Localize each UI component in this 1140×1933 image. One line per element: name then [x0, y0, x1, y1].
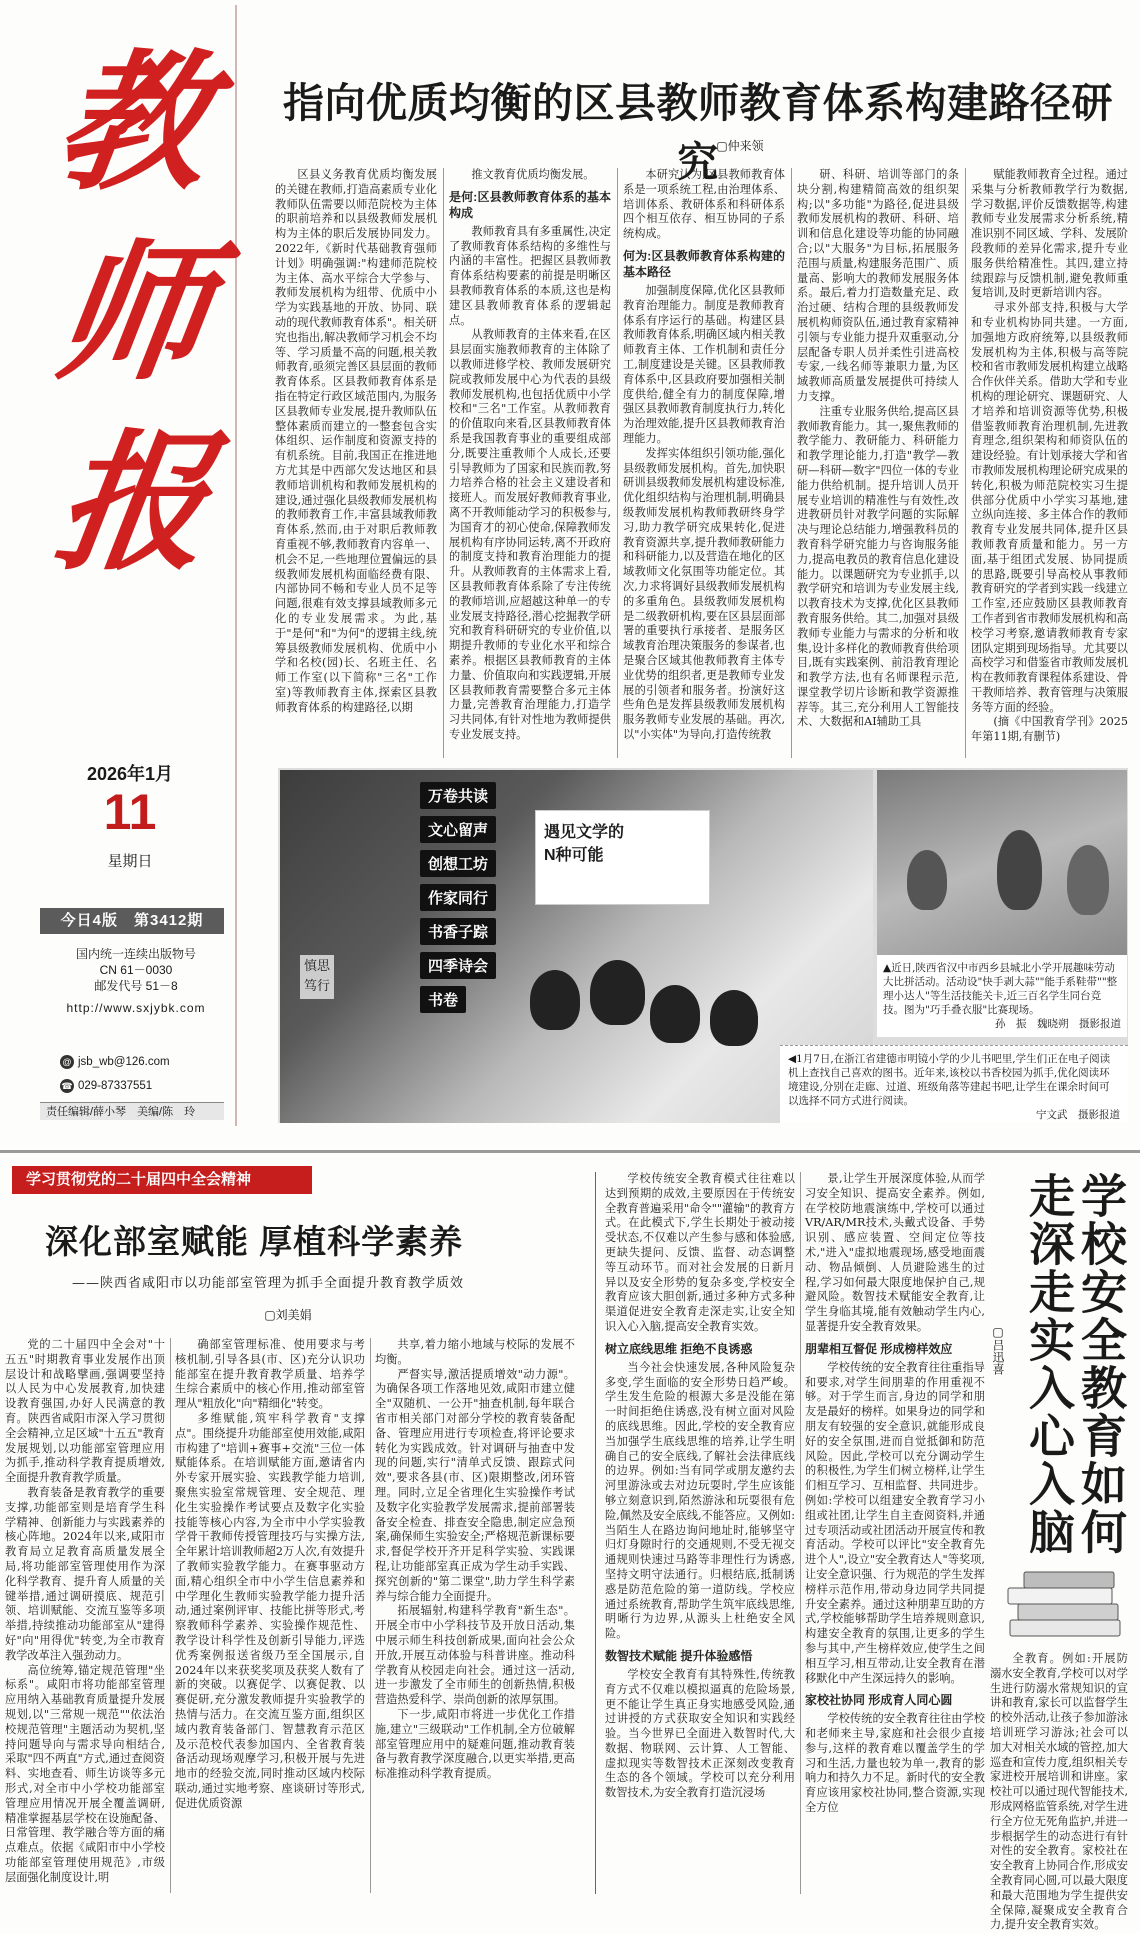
pubinfo-line: 邮发代号 51－8 [94, 979, 178, 993]
article-subhead: 朋辈相互督促 形成榜样效应 [805, 1341, 953, 1356]
article-paragraph: 注重专业服务供给,提高区县教师教育能力。其一,聚焦教师的教学能力、教研能力、科研能力和教学理论能力,打造"教学—教研—科研—数字"四位一体的专业能力供给机制。提升培训人员开展专业培训的精准性与有效性,改进教研员针对教学问题的实际解决与理论总结能力,增强教科员的教育科学研究能力与咨询服务能力,提高电教员的教育信息化建设能力。以课题研究为专业抓手,以教学研究和培训为专业发展主线,以教育技术为支撑,优化区县教师教育服务供给。其二,加强对县级教师专业能力与需求的分析和收集,设计多样化的教师教育供给项目,既有实践案例、前沿教育理论和教学方法,也有名师课程示范,课堂教学切片诊断和教学资源推荐等。其三,充分利用人工智能技术、大数据和AI辅助工具 [797, 404, 959, 729]
article-subhead: 是何:区县教师教育体系的基本构成 [449, 189, 611, 220]
section2-col-2 [175, 1338, 365, 1893]
contact-email[interactable]: jsb_wb@126.com [78, 1056, 170, 1068]
masthead-logo [45, 28, 221, 678]
article-paragraph: 学校传统安全教育模式往往难以达到预期的成效,主要原因在于传统安全教育普遍采用"命令""灌输"的教育方式。在此模式下,学生长期处于被动接受状态,不仅难以产生参与感和体验感,更缺失提问、反馈、监督、动态调整等互动环节。而对社会发展的日新月异以及安全形势的复杂多变,学校安全教育应该大胆创新,通过多种方式多种渠道促进安全教育走深走实,让安全知识入心入脑,提高安全教育实效。 [605, 1172, 795, 1333]
article-paragraph: (摘《中国教育学刊》2025年第11期,有删节) [971, 715, 1128, 744]
wall-sign: 慎思 笃行 [300, 955, 334, 999]
poster-item: 四季诗会 [420, 952, 496, 979]
article-paragraph: 多维赋能,筑牢科学教育"支撑点"。围绕提升功能部室使用效能,咸阳市构建了"培训+赛事+交流"三位一体赋能体系。在培训赋能方面,邀请省内外专家开展实验、实践教学能力培训,聚焦实验室常规管理、安全规范、理化生实验操作考试要点及数字化实验技能等核心内容,为全市中小学实验教学骨干教师传授管理技巧与实操方法,全年累计培训教师超2万人次,有效提升了教师实验教学能力。在赛事驱动方面,精心组织全市中小学生信息素养和中学理化生教师实验教学能力提升活动,通过案例评审、技能比拼等形式,考察教师科学素养、实验操作规范性、教学设计科学性及创新引导能力,评选优秀案例报送省级乃至全国展示,自2024年以来获奖奖项及获奖人数有了新的突破。以赛促学、以赛促教、以赛促研,充分激发教师提升实验教学的热情与活力。在交流互鉴方面,组织区域内教育装备部门、智慧教育示范区及示范校代表参加国内、全省教育装备活动现场观摩学习,积极开展与先进地市的经验交流,同时推动区域内校际联动,通过实地考察、座谈研讨等形式,促进优质资源 [175, 1411, 365, 1810]
article-paragraph: 学校安全教育有其特殊性,传统教育方式不仅难以模拟逼真的危险场景,更不能让学生真正身实地感受风险,通过讲授的方式获取安全知识和实践经验。当今世界已全面进入数智时代,大数据、物联网、云计算、人工智能、虚拟现实等数智技术正深刻改变教育生态的各个领域。学校可以充分利用数智技术,为安全教育打造沉浸场 [605, 1667, 795, 1800]
student-silhouette [530, 970, 580, 1030]
lead-article-title: 指向优质均衡的区县教师教育体系构建路径研究 [283, 80, 1113, 185]
article-paragraph: 下一步,咸阳市将进一步优化工作措施,建立"三级联动"工作机制,全方位破解部室管理应用中的疑难问题,推动教育装备与教育教学深度融合,以更实举措,更高标准推动科学教育提质。 [375, 1707, 575, 1781]
lead-col-5 [971, 168, 1128, 758]
photo-caption-2 [780, 1045, 1128, 1123]
article-paragraph: 教师教育具有多重属性,决定了教师教育体系结构的多维性与内涵的丰富性。把握区县教师教育体系结构要素的前提是明晰区县教师教育体系的本质,这也是构建区县教师教育体系的逻辑起点。 [449, 224, 611, 327]
masthead-char: 教 [45, 35, 221, 211]
lead-col-4 [797, 168, 959, 758]
date-day: 11 [103, 784, 157, 840]
section3-author: ▢吕迅喜 [991, 1325, 1005, 1375]
lead-col-2 [449, 168, 611, 758]
article-paragraph: 党的二十届四中全会对"十五五"时期教育事业发展作出顶层设计和战略擘画,强调要坚持以人民为中心发展教育,加快建设教育强国,办好人民满意的教育。陕西省咸阳市深入学习贯彻全会精神,立足区域"十五五"教育发展规划,以功能部室管理应用为抓手,推动科学教育提质增效,全面提升教育教学质量。 [5, 1338, 165, 1485]
photo-credit: 孙 振 魏晓朔 摄影报道 [995, 1018, 1121, 1030]
column-rule [170, 1338, 171, 1893]
student-silhouette [907, 850, 947, 910]
section-separator [0, 1150, 1140, 1153]
article-paragraph: 研、科研、培训等部门的条块分割,构建精简高效的组织架构;以"多功能"为路径,促进县级教师发展机构的教研、科研、培训和信息化建设等功能的协同融合;以"大服务"为目标,拓展服务范围与质量,构建服务范围广、质量高、影响大的教师发展服务体系。最后,着力打造数量充足、政治过硬、结构合理的县级教师发展机构师资队伍,通过教育家精神引领与专业能力提升双重驱动,分层配备专职人员并柔性引进高校专家,一线名师等兼职力量,为区域教师高质量发展提供可持续人力支撑。 [797, 168, 959, 403]
lead-article-author: ▢仲来领 [716, 139, 764, 153]
books-illustration [1000, 1560, 1130, 1650]
article-paragraph: 全教育。例如:开展防溺水安全教育,学校可以对学生进行防溺水常规知识的宣讲和教育,家长可以监督学生的校外活动,让孩子参加游泳培训班学习游泳;社会可以加大对相关水域的管控,加大巡查和宣传力度,组织相关专家进校开展培训和讲座。家校社可以通过现代智能技术,形成网格监管系统,对学生进行全方位无死角监护,并进一步根据学生的动态进行有针对性的安全教育。家校社在安全教育上协同合作,形成安全教育同心圆,可以最大限度和最大范围地为学生提供安全保障,凝聚成安全教育合力,提升安全教育实效。 [990, 1652, 1128, 1932]
article-paragraph: 本研究认为,区县教师教育体系是一项系统工程,由治理体系、培训体系、教研体系和科研体系四个相互依存、相互协同的子系统构成。 [623, 168, 785, 241]
article-paragraph: 确部室管理标准、使用要求与考核机制,引导各县(市、区)充分认识功能部室在提升教育教学质量、培养学生综合素质中的核心作用,推动部室管理从"粗放化"向"精细化"转变。 [175, 1338, 365, 1411]
article-paragraph: 学校传统的安全教育往往重指导和要求,对学生间朋辈的作用重视不够。对于学生而言,身边的同学和朋友是最好的榜样。如果身边的同学和朋友有较强的安全意识,就能形成良好的安全氛围,进而自觉抵御和防范风险。因此,学校可以充分调动学生的积极性,为学生们树立榜样,让学生们相互学习、互相监督、共同进步。例如:学校可以组建安全教育学习小组或社团,让学生自主查阅资料,并通过专项活动或社团活动开展宣传和教育活动。学校可以评比"安全教育先进个人",设立"安全教育达人"等奖项,让安全意识强、行为规范的学生发挥榜样示范作用,带动身边同学共同提升安全素养。通过这种朋辈互助的方式,学校能够帮助学生培养规则意识,构建安全教育的氛围,让更多的学生参与其中,产生榜样效应,使学生之间相互学习,相互带动,让安全教育在潜移默化中产生深远持久的影响。 [805, 1360, 985, 1685]
poster-item: 文心留声 [420, 816, 496, 843]
lead-col-3 [623, 168, 785, 758]
article-paragraph: 学校传统的安全教育往往由学校和老师来主导,家庭和社会很少直接参与,这样的教育难以覆盖学生的学习和生活,力量也较为单一,教育的影响力和持久力不足。新时代的安全教育应该用家校社协同,整合资源,实现全方位 [805, 1712, 985, 1815]
issue-bar: 今日4版 第3412期 [40, 908, 224, 934]
article-paragraph: 当今社会快速发展,各种风险复杂多变,学生面临的安全形势日趋严峻。学生发生危险的根源大多是没能在第一时间拒绝住诱惑,没有树立面对风险的底线思维。因此,学校的安全教育应当加强学生底线思维的培养,让学生明确自己的安全底线,了解社会法律底线的边界。例如:当有同学或朋友邀约去河里游泳或去对边玩耍时,学生应该能够立刻意识到,陌然游泳和玩耍很有危险,佩然及安全底线,不能答应。又例如:当陌生人在路边询问地址时,能够坚守归灯身隙时行的交通规则,不受无视交通规则快速过马路等非理性行为诱惑,坚持文明守法通行。归根结底,抵制诱惑是防范危险的第一道防线。学校应通过系统教育,帮助学生筑牢底线思维,明晰行为边界,从源头上杜绝安全风险。 [605, 1360, 795, 1641]
column-rule [370, 1338, 371, 1893]
editor-credit: 责任编辑/薛小琴 美编/陈 玲 [40, 1102, 224, 1120]
article-paragraph: 加强制度保障,优化区县教师教育治理能力。制度是教师教育体系有序运行的基础。构建区县教师教育体系,明确区域内相关教师教育主体、工作机制和责任分工,制度建设是关键。区县教师教育体系中,区县政府要加强相关制度供给,健全有力的制度保障,增强区县教师教育制度执行力,转化为治理效能,提升区县教师教育治理能力。 [623, 283, 785, 445]
contact-block [40, 1050, 224, 1098]
section2-col-3 [375, 1338, 575, 1893]
masthead-char: 报 [45, 415, 221, 591]
article-paragraph: 教育装备是教育教学的重要支撑,功能部室则是培育学生科学精神、创新能力与实践素养的核心阵地。2024年以来,咸阳市教育局立足教育高质量发展全局,将功能部室管理使用作为深化科学教育、提升育人质量的关键举措,通过调研摸底、规范引领、培训赋能、交流互鉴等多项举措,持续推动功能部室从"建得好"向"用得优"转变,为全市教育教学改革注入强劲动力。 [5, 1485, 165, 1662]
poster-item: 作家同行 [420, 884, 496, 911]
student-silhouette [997, 830, 1042, 910]
column-rule [791, 168, 792, 758]
column-rule [443, 168, 444, 758]
student-silhouette [650, 985, 700, 1043]
column-rule [617, 168, 618, 758]
section3-col-3 [990, 1652, 1128, 1932]
publication-info [46, 946, 226, 1016]
article-paragraph: 拓展辐射,构建科学教育"新生态"。开展全市中小学科技节及开放日活动,集中展示师生科技创新成果,面向社会公众开放,开展互动体验与科普讲座。推动科学教育从校园走向社会。通过这一活动,进一步激发了全市师生的创新热情,积极营造热爱科学、崇尚创新的浓厚氛围。 [375, 1604, 575, 1707]
article-paragraph: 景,让学生开展深度体验,从而学习安全知识、提高安全素养。例如,在学校防地震演练中,学校可以通过VR/AR/MR技术,头戴式设备、手势识别、感应装置、空间定位等技术,"进入"虚拟地震现场,感受地面震动、物品倾倒、人员避险逃生的过程,学习如何最大限度地保护自己,规避风险。数智技术赋能安全教育,让学生身临其境,能有效触动学生内心,显著提升安全教育效果。 [805, 1172, 985, 1333]
poster-title: 遇见文学的 N种可能 [535, 810, 710, 905]
poster-item: 万卷共读 [420, 782, 496, 809]
article-subhead: 何为:区县教师教育体系构建的基本路径 [623, 248, 785, 279]
article-subhead: 树立底线思维 拒绝不良诱惑 [605, 1341, 753, 1356]
photo-caption-1 [877, 955, 1127, 1037]
section2-subtitle: ——陕西省咸阳市以功能部室管理为抓手全面提升教育教学质效 [72, 1276, 465, 1291]
article-paragraph: 寻求外部支持,积极与大学和专业机构协同共建。一方面,加强地方政府统筹,以县级教师发展机构为主体,积极与高等院校和省市教师发展机构建立战略合作伙伴关系。借助大学和专业机构的理论研究、课题研究、人才培养和培训资源等优势,积极借鉴教师教育治理机制,先进教育理念,组织架构和师资队伍的建设经验。有计划承接大学和省市教师发展机构理论研究成果的转化,积极为师范院校实习生提供部分优质中小学实习基地,建立纵向连接、多主体合作的教师教育专业发展共同体,提升区县教师教育质量和能力。另一方面,基于组团式发展、协同提质的思路,既要引导高校从事教师教育研究的学者到实践一线建立工作室,还应鼓励区县教师教育工作者到省市教师发展机构和高校学习考察,邀请教师教育专家团队定期到现场指导。尤其要以高校学习和借鉴省市教师发展机构在教师教育课程体系建设、骨干教师培养、教育管理与决策服务等方面的经验。 [971, 301, 1128, 714]
poster-item: 创想工坊 [420, 850, 496, 877]
caption-text: ◀1月7日,在浙江省建德市明镜小学的少儿书吧里,学生们正在电子阅读机上查找自己喜欢的图书。近年来,该校以书香校园为抓手,优化阅读环境建设,分别在走廊、过道、班级角落等建起书吧,让学生在课余时间可以选择不同方式进行阅读。 [788, 1053, 1111, 1107]
article-paragraph: 严督实导,激活提质增效"动力源"。为确保各项工作落地见效,咸阳市建立健全"双随机、一公开"抽查机制,每年联合省市相关部门对部分学校的教育装备配备、管理应用进行专项检查,将评论要求转化为实践成效。针对调研与抽查中发现的问题,实行"清单式反馈、跟踪式问效",要求各县(市、区)限期整改,闭环管理。同时,立足全省理化生实验操作考试及数字化实验教学发展需求,提前部署装备安全检查、排查安全隐患,制定应急预案,确保师生实验安全;严格规范新课标要求,督促学校开齐开足科学实验、实践课程,让功能部室真正成为学生动手实践、探究创新的"第二课堂",助力学生科学素养与综合能力全面提升。 [375, 1367, 575, 1603]
article-paragraph: 共享,着力缩小地域与校际的发展不均衡。 [375, 1338, 575, 1366]
email-icon: @ [60, 1055, 74, 1069]
section3-col-2 [805, 1172, 985, 1894]
article-paragraph: 从教师教育的主体来看,在区县层面实施教师教育的主体除了以教师进修学校、教师发展研究院或教师发展中心为代表的县级教师发展机构,也包括优质中小学校和"三名"工作室。从教师教育的价值取向来看,区县教师教育体系是我国教育事业的重要组成部分,既要注重教师个人成长,还要引导教师为了国家和民族而教,努力培养合格的社会主义建设者和接班人。而发展好教师教育事业,离不开教师能动学习的积极参与,为国育才的初心使命,保障教师发展机构有序协同运转,离不开政府的制度支持和教育治理能力的提升。从教师教育的主体需求上看,区县教师教育体系除了专注传统的教师培训,应超越这种单一的专业发展支持路径,潜心挖掘教学研究和教育科研研究的专业价值,以期提升教师的专业化水平和综合素养。根据区县教师教育的主体力量、价值取向和实践逻辑,开展区县教师教育需要整合多元主体力量,完善教育治理能力,打造学习共同体,有针对性地为教师提供专业发展支持。 [449, 328, 611, 741]
masthead-char: 师 [45, 225, 221, 401]
labor-contest-photo [877, 770, 1127, 955]
pubinfo-line: CN 61－0030 [99, 963, 173, 977]
contact-phone: 029-87337551 [78, 1080, 153, 1092]
column-rule [965, 168, 966, 758]
books-icon [1000, 1560, 1130, 1650]
student-silhouette [1067, 845, 1109, 915]
article-paragraph: 推文教育优质均衡发展。 [471, 168, 595, 181]
section2-title: 深化部室赋能 厚植科学素养 [45, 1223, 464, 1260]
article-subhead: 数智技术赋能 提升体验感悟 [605, 1648, 753, 1663]
section2-col-1 [5, 1338, 165, 1893]
pubinfo-url[interactable]: http://www.sxjybk.com [66, 1001, 206, 1015]
lead-col-1: 区县义务教育优质均衡发展的关键在教师,打造高素质专业化教师队伍需要以师范院校为主体的职前培养和以县级教师发展机构为主体的职后发展协同发力。2022年,《新时代基础教育强师计划》明确强调:"构建师范院校为主体、高水平综合大学参与、教师发展机构为纽带、优质中小学为实践基地的开放、协同、联动的现代教师教育体系"。相关研究也指出,解决教师学习机会不均等、学习质量不高的问题,根关教师教育,亟须完善区县层面的教师教育体系。区县教师教育体系是指在特定行政区域范围内,为服务区县教师专业发展,提升教师队伍整体素质而建立的一整套包含实体组织、运作制度和资源支持的有机系统。目前,我国正在推进地方尤其是中西部欠发达地区和县教师培训机构和教师发展机构的建设,通过强化县级教师发展机构的教师教育工作,丰富县域教师教育体系,然而,由于对职后教师教育重视不够,教师教育内容单一、机会不足,一些地理位置偏远的县级教师发展机构面临经费有限、内部协同不畅和专业人员不足等问题,很难有效支撑县域教师多元化的专业发展需求。为此,基于"是何"和"为何"的逻辑主线,统筹县级教师发展机构、优质中小学和名校(园)长、名班主任、名师工作室(以下简称"三名"工作室)等教师教育主体,探索区县教师教育体系的构建路径,以期 [275, 168, 437, 714]
section-tag: 学习贯彻党的二十届四中全会精神 [12, 1166, 312, 1194]
student-silhouette [590, 960, 645, 1025]
poster-item: 书香子踪 [420, 918, 496, 945]
section3-col-1 [605, 1172, 795, 1894]
column-rule [800, 1172, 801, 1894]
section3-title: 学校安全教育如何走深走实入心入脑 [1023, 1172, 1127, 1556]
date-year-month: 2026年1月 [86, 764, 174, 784]
pubinfo-line: 国内统一连续出版物号 [75, 947, 196, 961]
date-weekday: 星期日 [107, 853, 153, 870]
student-silhouette [710, 990, 758, 1046]
article-paragraph: 高位统筹,锚定规范管理"坐标系"。咸阳市将功能部室管理应用纳入基础教育质量提升发展规划,以"三常规一规范""依法治校规范管理"主题活动为契机,坚持问题导向与需求导向相结合,采取"四不两直"方式,通过查阅资料、实地查看、师生访谈等多元形式,对全市中小学校功能部室管理应用情况开展全覆盖调研,精准掌握基层学校在设施配备、日常管理、教学融合等方面的痛点难点。依据《咸阳市中小学校功能部室管理使用规范》,市级层面强化制度设计,明 [5, 1663, 165, 1884]
article-paragraph: 赋能教师教育全过程。通过采集与分析教师教学行为数据,学习数据,评价反馈数据等,构建教师专业发展需求分析系统,精准识别不同区域、学科、发展阶段教师的差异化需求,提升专业服务供给精准性。其四,建立持续跟踪与反馈机制,避免教师重复培训,及时更新培训内容。 [971, 168, 1128, 300]
photo-credit: 宁文武 摄影报道 [1036, 1109, 1120, 1121]
phone-icon: ☎ [61, 1080, 73, 1091]
section2-author: ▢刘美娟 [264, 1308, 312, 1322]
article-subhead: 家校社协同 形成育人同心圆 [805, 1693, 953, 1708]
article-paragraph: 发挥实体组织引领功能,强化县级教师发展机构。首先,加快职研训县级教师发展机构建设标准,优化组织结构与治理机制,明确县级教师发展机构教师教研终身学习,助力教学研究成果转化,促进教育资源共享,提升教师教研能力和科研能力,以及营造在地化的区域教师文化氛围等功能定位。其次,力求将调好县级教师发展机构的多重角色。县级教师发展机构是二级教研机构,要在区县层面部署的重要执行承接者、是服务区域教育治理决策服务的参谋者,也是聚合区域其他教师教育主体专业优势的组织者,更是教师专业发展的引领者和服务者。扮演好这些角色是发挥县级教师发展机构服务教师专业发展的基础。再次,以"小实体"为导向,打造传统教 [623, 446, 785, 741]
poster-item: 书卷 [420, 986, 466, 1013]
section-rule [595, 1172, 596, 1894]
caption-text: ▲近日,陕西省汉中市西乡县城北小学开展趣味劳动大比拼活动。活动设"快手剥大蒜""能手系鞋带""整理小达人"等生活技能关卡,近三百名学生同台竞技。图为"巧手叠衣服"比赛现场。 [883, 962, 1118, 1016]
